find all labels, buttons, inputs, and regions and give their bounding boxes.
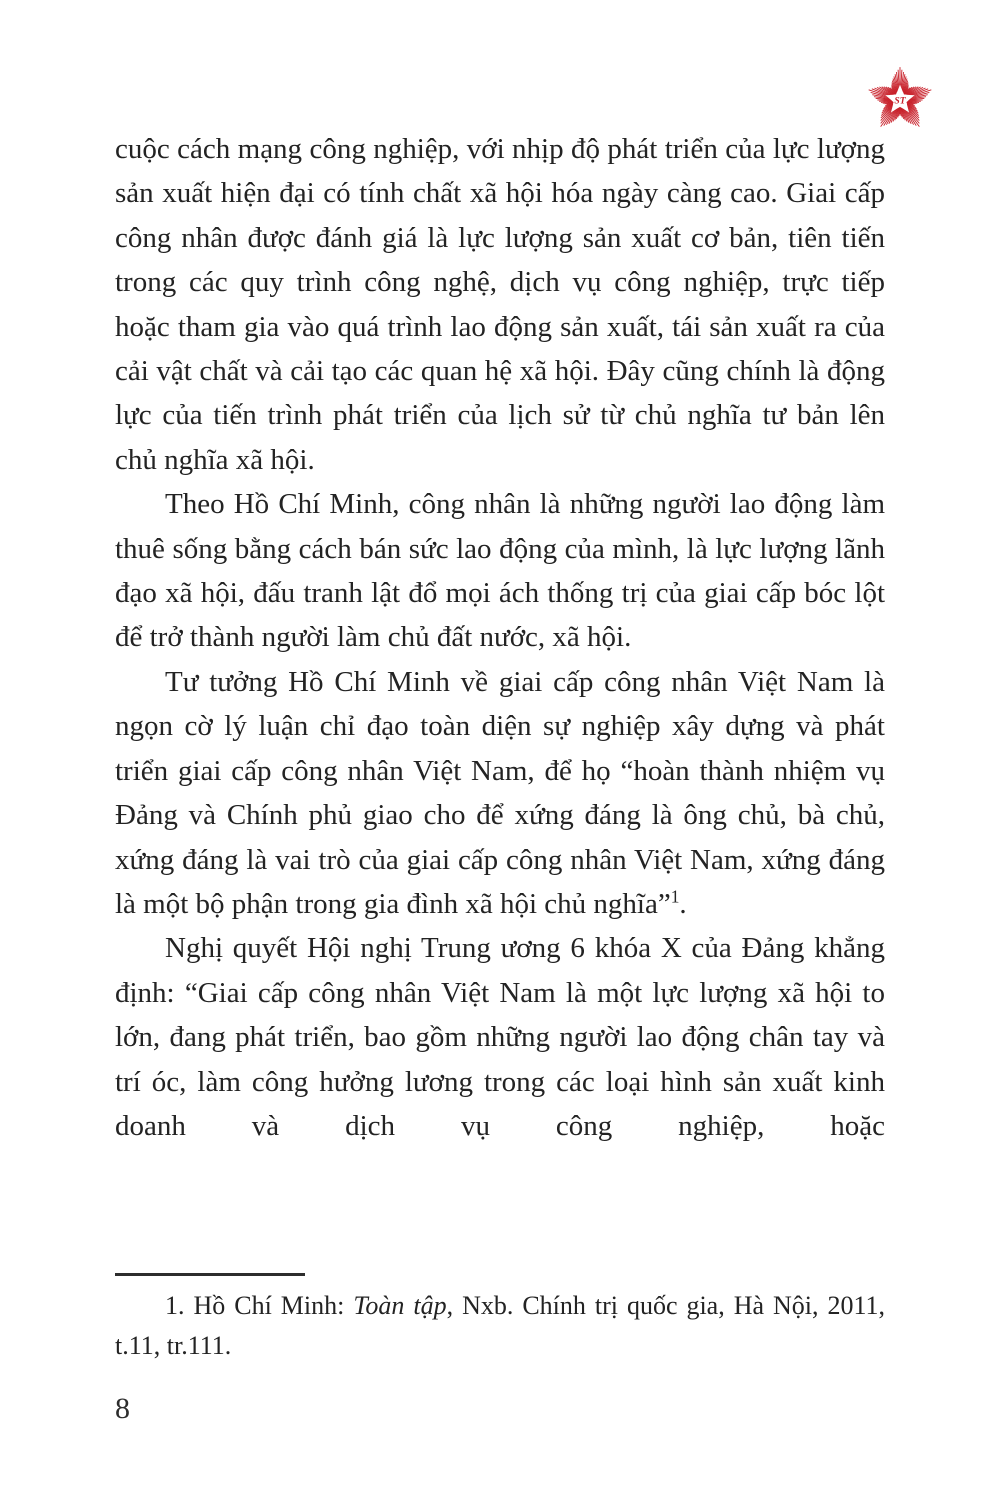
paragraph-3	[115, 660, 885, 926]
paragraph-3-text: Tư tưởng Hồ Chí Minh về giai cấp công nhân Việt Nam là ngọn cờ lý luận chỉ đạo toàn diện sự nghiệp xây dựng và phát triển giai cấp công nhân Việt Nam, để họ “hoàn thành nhiệm vụ Đảng và Chính phủ giao cho để xứng đáng là ông chủ, bà chủ, xứng đáng là vai trò của giai cấp công nhân Việt Nam, xứng đáng là một bộ phận trong gia đình xã hội chủ nghĩa”	[115, 665, 885, 920]
paragraph-3-tail: .	[679, 887, 687, 920]
publisher-logo	[866, 66, 934, 134]
footnote-post: , Nxb. Chính trị quốc gia, Hà Nội, 2011, t.11, tr.111.	[115, 1291, 885, 1360]
footnote-block	[115, 1273, 885, 1366]
footnote-separator-rule	[115, 1273, 305, 1276]
svg-text:ST: ST	[894, 95, 906, 107]
footnote-pre: 1. Hồ Chí Minh:	[165, 1291, 354, 1320]
paragraph-2: Theo Hồ Chí Minh, công nhân là những người lao động làm thuê sống bằng cách bán sức lao động của mình, là lực lượng lãnh đạo xã hội, đấu tranh lật đổ mọi ách thống trị của giai cấp bóc lột để trở thành người làm chủ đất nước, xã hội.	[115, 488, 885, 654]
footnote-reference-mark: 1	[670, 886, 680, 907]
footnote-text	[115, 1286, 885, 1366]
body-text	[115, 127, 885, 1148]
publisher-star-icon	[866, 66, 934, 134]
page-number: 8	[115, 1392, 130, 1425]
paragraph-1: cuộc cách mạng công nghiệp, với nhịp độ phát triển của lực lượng sản xuất hiện đại có tính chất xã hội hóa ngày càng cao. Giai cấp công nhân được đánh giá là lực lượng sản xuất cơ bản, tiên tiến trong các quy trình công nghệ, dịch vụ công nghiệp, trực tiếp hoặc tham gia vào quá trình lao động sản xuất, tái sản xuất ra của cải vật chất và cải tạo các quan hệ xã hội. Đây cũng chính là động lực của tiến trình phát triển của lịch sử từ chủ nghĩa tư bản lên chủ nghĩa xã hội.	[115, 133, 885, 476]
footnote-book-title: Toàn tập	[353, 1291, 447, 1320]
paragraph-4: Nghị quyết Hội nghị Trung ương 6 khóa X của Đảng khẳng định: “Giai cấp công nhân Việt Nam là một lực lượng xã hội to lớn, đang phát triển, bao gồm những người lao động chân tay và trí óc, làm công hưởng lương trong các loại hình sản xuất kinh doanh và dịch vụ công nghiệp, hoặc	[115, 932, 885, 1142]
